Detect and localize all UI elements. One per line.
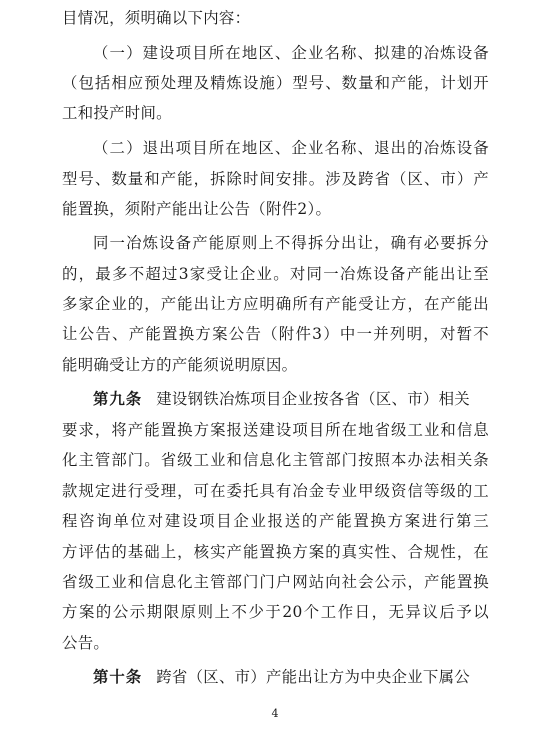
article9-line-8: 方案的公示期限原则上不少于20个工作日，无异议后予以 — [62, 603, 489, 621]
item2-line-2: 型号、数量和产能，拆除时间安排。涉及跨省（区、市）产 — [62, 170, 489, 188]
item2-line-1: （二）退出项目所在地区、企业名称、退出的冶炼设备 — [93, 139, 489, 157]
split-para-line-3: 多家企业的，产能出让方应明确所有产能受让方，在产能出 — [62, 295, 489, 313]
article10-first-text: 跨省（区、市）产能出让方为中央企业下属公 — [156, 668, 471, 686]
item1-line-2: （包括相应预处理及精炼设施）型号、数量和产能，计划开 — [62, 74, 489, 92]
article10-heading: 第十条 — [93, 668, 143, 686]
article9-first-text: 建设钢铁冶炼项目企业按各省（区、市）相关 — [156, 390, 471, 408]
article9-heading: 第九条 — [93, 390, 143, 408]
item1-line-3: 工和投产时间。 — [62, 104, 172, 122]
article9-line-2: 要求，将产能置换方案报送建设项目所在地省级工业和信息 — [62, 421, 489, 439]
item2-line-3: 能置换，须附产能出让公告（附件2）。 — [62, 200, 332, 218]
article10-first-line — [93, 667, 489, 687]
intro-line: 目情况，须明确以下内容： — [62, 9, 251, 27]
article9-line-6: 方评估的基础上，核实产能置换方案的真实性、合规性，在 — [62, 543, 489, 561]
article9-first-line — [93, 389, 489, 409]
split-para-line-1: 同一冶炼设备产能原则上不得拆分出让，确有必要拆分 — [93, 234, 489, 252]
page-number: 4 — [271, 707, 279, 720]
article9-line-7: 省级工业和信息化主管部门门户网站向社会公示，产能置换 — [62, 573, 489, 591]
split-para-line-4: 让公告、产能置换方案公告（附件3）中一并列明，对暂不 — [62, 325, 489, 343]
article9-line-4: 款规定进行受理，可在委托具有冶金专业甲级资信等级的工 — [62, 482, 489, 500]
split-para-line-5: 能明确受让方的产能须说明原因。 — [62, 356, 298, 374]
article9-line-3: 化主管部门。省级工业和信息化主管部门按照本办法相关条 — [62, 451, 489, 469]
article9-line-9: 公告。 — [62, 634, 110, 652]
split-para-line-2: 的，最多不超过3家受让企业。对同一冶炼设备产能出让至 — [62, 265, 489, 283]
item1-line-1: （一）建设项目所在地区、企业名称、拟建的冶炼设备 — [93, 44, 489, 62]
article9-line-5: 程咨询单位对建设项目企业报送的产能置换方案进行第三 — [62, 512, 489, 530]
